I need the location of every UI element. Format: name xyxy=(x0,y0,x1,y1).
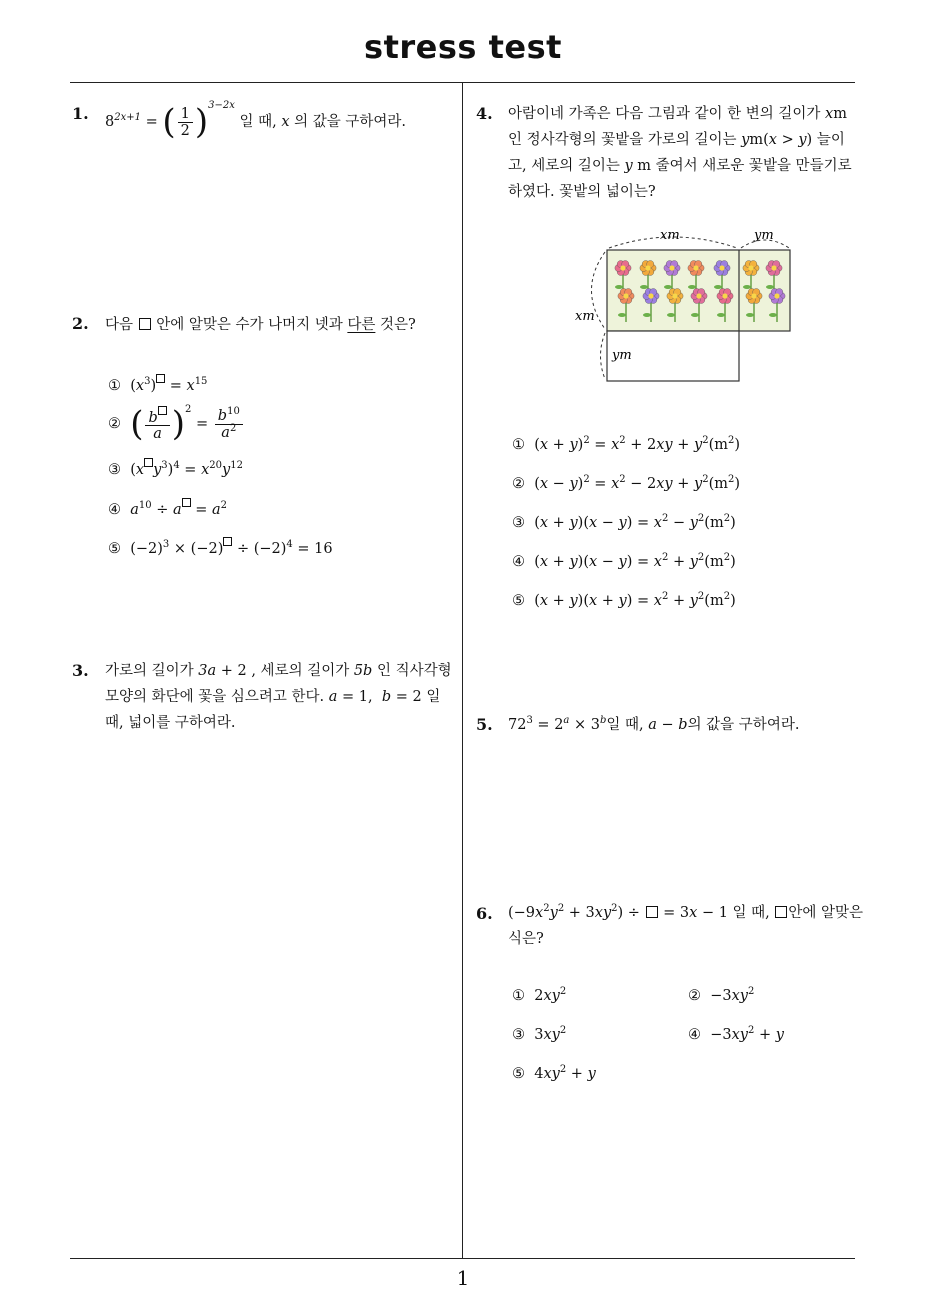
q5-number: 5. xyxy=(476,715,493,734)
q5-text: $72^3 = 2^a \times 3^b$일 때, a − b의 값을 구하여라. xyxy=(508,715,800,733)
label-ym-left: ym xyxy=(612,348,632,363)
q4-number: 4. xyxy=(476,104,493,123)
q4-option-2[interactable]: ② $(x - y)^2 = x^2 - 2xy + y^2(m^2)$ xyxy=(512,474,741,492)
q3-number: 3. xyxy=(72,661,89,680)
q6-text: $(-9x^2y^2 + 3xy^2)$ ÷ = 3x − 1 일 때, 안에 알맞은 식은? xyxy=(508,903,864,947)
q6-option-1[interactable]: ① $2xy^2$ xyxy=(512,986,567,1004)
label-xm-left: xm xyxy=(575,309,595,324)
q6-option-2[interactable]: ② $-3xy^2$ xyxy=(688,986,755,1004)
page-number: 1 xyxy=(456,1266,470,1290)
q2-option-2[interactable]: ② ( $\frac{b}{a}$ )$^2$ = $\frac{b^{10}}{a^2}$ xyxy=(108,404,245,444)
q2-option-4[interactable]: ④ $a^{10} \div a = a^2$ xyxy=(108,500,228,518)
q4-text: 아람이네 가족은 다음 그림과 같이 한 변의 길이가 xm 인 정사각형의 꽃밭을 가로의 길이는 ym(x > y) 늘이 고, 세로의 길이는 y m 줄여서 새로운 꽃밭을 만들기로 하였다. 꽃밭의 넓이는? xyxy=(508,106,852,200)
q1-text: $8^{2x+1}$ = ( $\frac{1}{2}$ )$^{3-2x}$ 일 때, x 의 값을 구하여라. xyxy=(105,100,407,142)
q6-option-5[interactable]: ⑤ $4xy^2 + y$ xyxy=(512,1064,596,1082)
q4-option-3[interactable]: ③ $(x + y)(x - y) = x^2 - y^2(m^2)$ xyxy=(512,513,736,531)
q2-text: 다음 안에 알맞은 수가 나머지 넷과 다른 것은? xyxy=(105,317,416,333)
q6-option-3[interactable]: ③ $3xy^2$ xyxy=(512,1025,567,1043)
q2-option-3[interactable]: ③ (x $y^3)^4 = x^{20}y^{12}$ xyxy=(108,460,243,478)
page-title: stress test xyxy=(364,28,562,66)
column-divider xyxy=(462,83,463,1259)
blank-box-icon xyxy=(139,318,151,330)
q4-option-1[interactable]: ① $(x + y)^2 = x^2 + 2xy + y^2(m^2)$ xyxy=(512,435,741,453)
q6-option-4[interactable]: ④ $-3xy^2 + y$ xyxy=(688,1025,784,1043)
q3-text: 가로의 길이가 3a + 2 , 세로의 길이가 5b 인 직사각형 모양의 화단에 꽃을 심으려고 한다. a = 1, b = 2 일 때, 넓이를 구하여라. xyxy=(105,663,452,731)
label-ym-top: ym xyxy=(754,228,774,243)
q2-option-1[interactable]: ① $(x^3) = x^{15}$ xyxy=(108,376,208,394)
q4-option-4[interactable]: ④ $(x + y)(x - y) = x^2 + y^2(m^2)$ xyxy=(512,552,736,570)
label-xm-top: xm xyxy=(660,228,680,243)
q1-equation: $8^{2x+1}$ = ( $\frac{1}{2}$ )$^{3-2x}$ xyxy=(105,100,235,142)
q6-number: 6. xyxy=(476,904,493,923)
q2-number: 2. xyxy=(72,314,89,333)
q2-option-5[interactable]: ⑤ $(-2)^3 \times (-2) \div (-2)^4 = 16$ xyxy=(108,539,333,557)
garden-figure xyxy=(568,222,798,387)
q4-option-5[interactable]: ⑤ $(x + y)(x + y) = x^2 + y^2(m^2)$ xyxy=(512,591,736,609)
q1-number: 1. xyxy=(72,104,89,123)
footer-rule xyxy=(70,1258,855,1259)
